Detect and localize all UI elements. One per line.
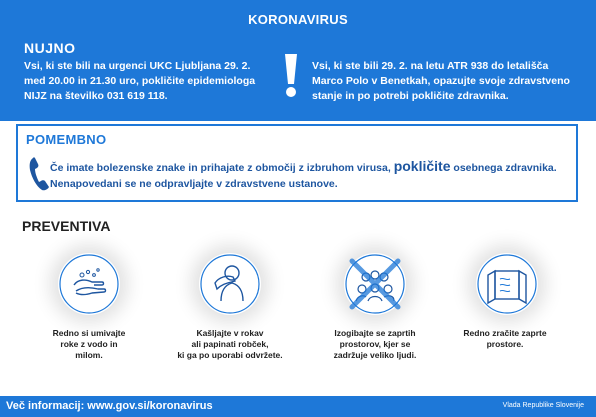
caption-line: zadržuje veliko ljudi. — [333, 350, 417, 360]
caption-line: Redno si umivajte — [52, 328, 126, 338]
no-crowd-icon — [344, 253, 406, 315]
pomembno-heading: POMEMBNO — [26, 132, 107, 147]
caption-line: prostorov, kjer se — [339, 339, 411, 349]
nujno-left-line: NIJZ na številko 031 619 118. — [24, 90, 168, 102]
handwash-icon — [58, 253, 120, 315]
page-title: KORONAVIRUS — [248, 12, 348, 27]
caption-line: Kašljajte v rokav — [196, 328, 264, 338]
handwash-caption — [38, 328, 140, 361]
urgent-banner — [0, 0, 596, 121]
more-info-link[interactable]: Več informacij: www.gov.si/koronavirus — [6, 400, 213, 412]
ventilate-caption — [450, 328, 560, 350]
caption-line: ki ga po uporabi odvržete. — [177, 350, 283, 360]
ventilate-circle — [476, 253, 538, 315]
nujno-right-line: stanje in po potrebi pokličite zdravnika. — [312, 90, 509, 102]
government-label: Vlada Republike Slovenije — [502, 402, 584, 409]
pomembno-line2: Nenapovedani se ne odpravljajte v zdravstvene ustanove. — [50, 178, 338, 190]
pomembno-line1-text: Če imate bolezenske znake in prihajate z območij z izbruhom virusa, — [50, 162, 394, 174]
important-box — [16, 124, 578, 202]
cough-icon — [199, 253, 261, 315]
preventiva-heading: PREVENTIVA — [22, 218, 111, 234]
phone-icon — [28, 156, 50, 192]
nujno-right-text — [312, 59, 577, 104]
pomembno-call-emphasis: pokličite — [393, 158, 451, 174]
ventilate-icon — [476, 253, 538, 315]
caption-line: milom. — [75, 350, 103, 360]
caption-line: ali papinati robček, — [191, 339, 269, 349]
handwash-circle — [58, 253, 120, 315]
caption-line: prostore. — [486, 339, 524, 349]
nujno-right-line: Vsi, ki ste bili 29. 2. na letu ATR 938 do letališča — [312, 60, 549, 72]
cough-circle — [199, 253, 261, 315]
caption-line: Izogibajte se zaprtih — [334, 328, 416, 338]
caption-line: Redno zračite zaprte — [463, 328, 547, 338]
nujno-left-text — [24, 59, 274, 104]
pomembno-line1 — [50, 158, 557, 174]
cough-caption — [165, 328, 295, 361]
nujno-left-line: Vsi, ki ste bili na urgenci UKC Ljubljana 29. 2. — [24, 60, 251, 72]
caption-line: roke z vodo in — [60, 339, 118, 349]
nujno-heading: NUJNO — [24, 40, 76, 56]
nujno-left-line: med 20.00 in 21.30 uro, pokličite epidemiologa — [24, 75, 256, 87]
footer-bar — [0, 396, 596, 417]
pomembno-line1-end: osebnega zdravnika. — [450, 162, 557, 174]
nujno-right-line: Marco Polo v Benetkah, opazujte svoje zdravstveno — [312, 75, 570, 87]
no-crowd-circle — [344, 253, 406, 315]
no-crowd-caption — [322, 328, 428, 361]
exclamation-icon — [281, 54, 301, 98]
